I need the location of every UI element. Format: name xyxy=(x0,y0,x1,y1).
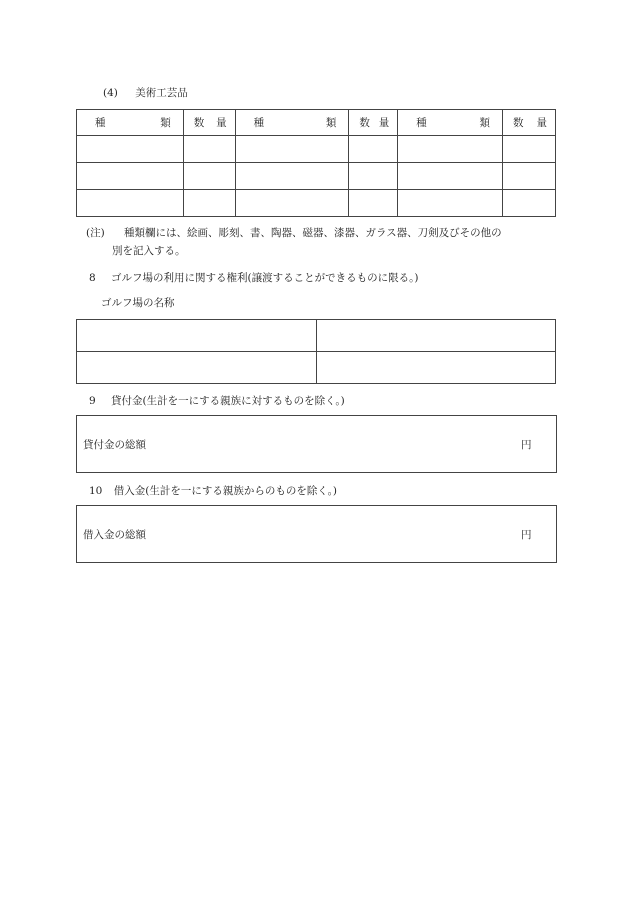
kind-cell[interactable] xyxy=(77,136,184,163)
section-4-heading xyxy=(103,85,188,100)
section-10-heading xyxy=(89,483,337,498)
golf-course-cell[interactable] xyxy=(77,320,317,352)
header-quantity: 数 量 xyxy=(503,110,556,136)
quantity-cell[interactable] xyxy=(503,190,556,217)
kind-cell[interactable] xyxy=(398,136,503,163)
section-8-title: ゴルフ場の利用に関する権利(譲渡することができるものに限る。) xyxy=(111,272,419,284)
section-8-number: 8 xyxy=(89,272,96,284)
kind-cell[interactable] xyxy=(235,190,349,217)
table-header-row xyxy=(77,110,556,136)
section-9-title: 貸付金(生計を一にする親族に対するものを除く。) xyxy=(111,395,345,407)
note-line-1: 種類欄には、絵画、彫刻、書、陶器、磁器、漆器、ガラス器、刀剣及びその他の xyxy=(124,227,502,239)
quantity-cell[interactable] xyxy=(349,163,398,190)
quantity-cell[interactable] xyxy=(183,190,235,217)
section-10-title: 借入金(生計を一にする親族からのものを除く。) xyxy=(113,485,337,497)
header-quantity: 数 量 xyxy=(183,110,235,136)
kind-cell[interactable] xyxy=(398,190,503,217)
header-quantity: 数 量 xyxy=(349,110,398,136)
section-9-heading xyxy=(89,393,345,408)
yen-unit: 円 xyxy=(521,529,532,541)
golf-course-cell[interactable] xyxy=(316,320,556,352)
kind-cell[interactable] xyxy=(235,163,349,190)
golf-course-cell[interactable] xyxy=(316,352,556,384)
kind-cell[interactable] xyxy=(398,163,503,190)
borrowings-total-label: 借入金の総額 xyxy=(83,529,146,541)
note-label: (注) xyxy=(86,227,105,239)
loans-receivable-total-label: 貸付金の総額 xyxy=(83,439,146,451)
header-kind: 種 類 xyxy=(77,110,184,136)
table-row xyxy=(77,190,556,217)
note-line-2: 別を記入する。 xyxy=(112,245,186,257)
kind-cell[interactable] xyxy=(77,163,184,190)
table-row xyxy=(77,320,556,352)
quantity-cell[interactable] xyxy=(349,190,398,217)
golf-course-name-label: ゴルフ場の名称 xyxy=(101,297,175,309)
section-9-number: 9 xyxy=(89,395,96,407)
header-kind: 種 類 xyxy=(398,110,503,136)
loans-receivable-box[interactable] xyxy=(76,415,557,473)
quantity-cell[interactable] xyxy=(183,163,235,190)
golf-course-table xyxy=(76,319,556,384)
section-10-number: 10 xyxy=(89,485,103,497)
quantity-cell[interactable] xyxy=(349,136,398,163)
table-row xyxy=(77,163,556,190)
table-row xyxy=(77,352,556,384)
header-kind: 種 類 xyxy=(235,110,349,136)
table-row xyxy=(77,136,556,163)
arts-crafts-table xyxy=(76,109,556,217)
borrowings-box[interactable] xyxy=(76,505,557,563)
section-4-title: 美術工芸品 xyxy=(135,87,188,99)
quantity-cell[interactable] xyxy=(503,163,556,190)
kind-cell[interactable] xyxy=(235,136,349,163)
quantity-cell[interactable] xyxy=(503,136,556,163)
quantity-cell[interactable] xyxy=(183,136,235,163)
section-8-heading xyxy=(89,270,418,285)
section-4-number: (4) xyxy=(103,87,118,99)
yen-unit: 円 xyxy=(521,439,532,451)
kind-cell[interactable] xyxy=(77,190,184,217)
golf-course-cell[interactable] xyxy=(77,352,317,384)
